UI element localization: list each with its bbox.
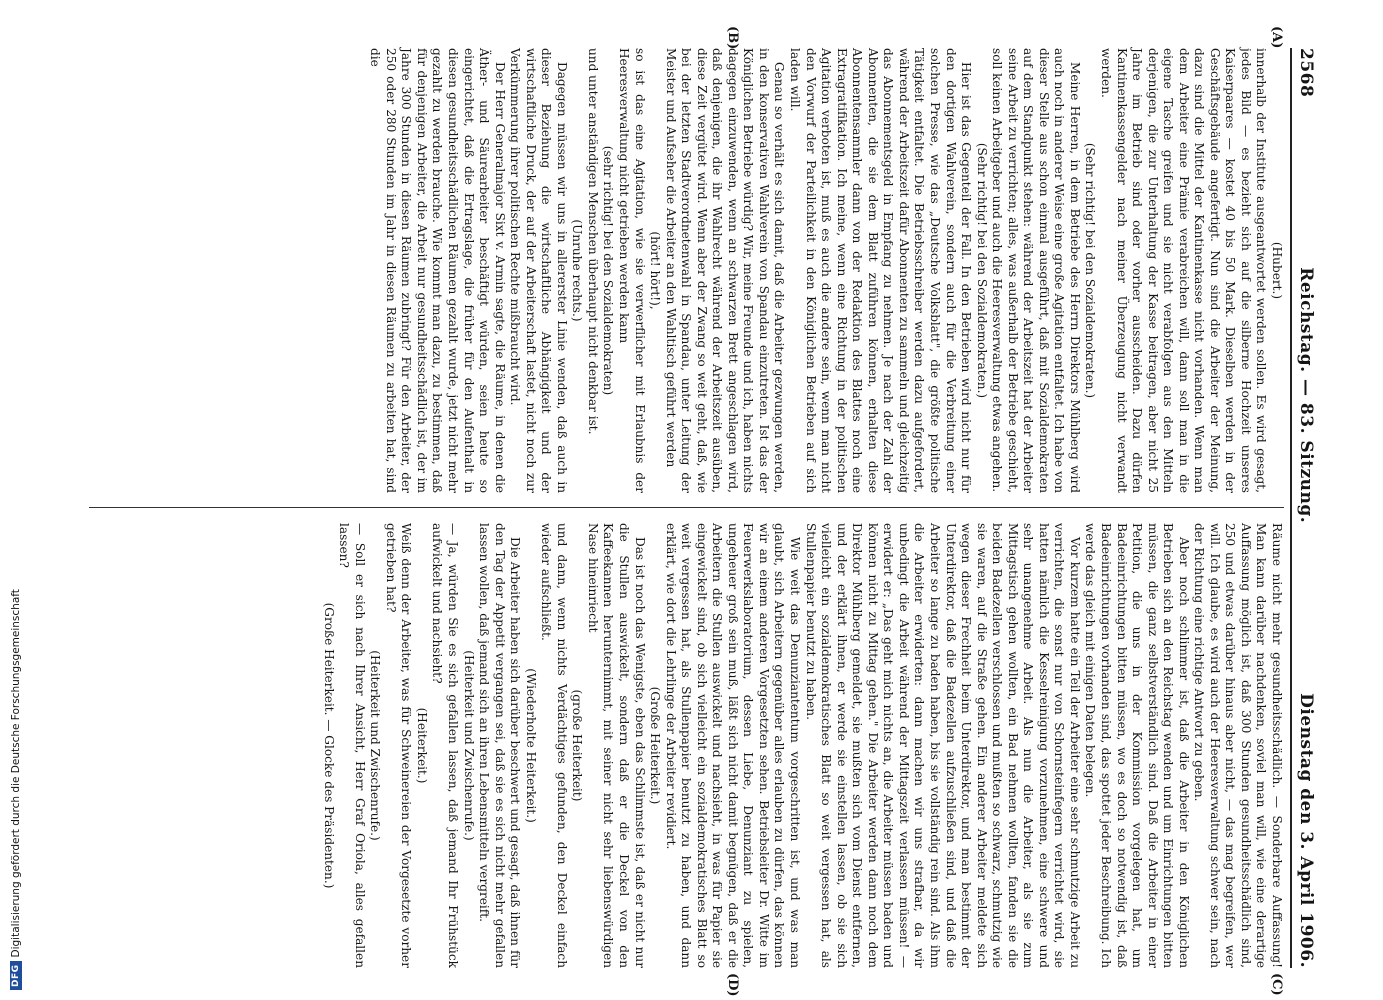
stage-direction: (Heiterkeit und Zwischenrufe.) <box>461 650 476 841</box>
speech-paragraph: Die Arbeiter haben sich darüber beschwert und gesagt, daß ihnen für den Tag der Appetit vergangen sei, daß sie es sich nicht mehr gefallen lassen wollen, daß jemand sich an ihren Lebensmitteln vergreift. <box>477 523 523 968</box>
dfg-logo: DFG <box>10 961 22 990</box>
stage-direction: (Unruhe rechts.) <box>570 219 585 322</box>
margin-marker-c: (C) <box>1269 973 1284 996</box>
right-column <box>320 523 1284 968</box>
page-number: 2568 <box>1296 48 1316 98</box>
header-rule <box>1290 48 1292 968</box>
speech-paragraph: Dagegen müssen wir uns in allererster Linie wenden, daß auch in dieser Beziehung die wirtschaftliche Abhängigkeit und der wirtschaftliche Druck, der auf der Arbeiterschaft lastet, nicht noch zur Verkümmerung ihrer politischen Rechte mißbraucht wird. <box>508 48 569 493</box>
stage-direction: (Heiterkeit und Zwischenrufe.) <box>368 650 383 841</box>
speech-paragraph: Der Herr Generalmajor Sixt v. Armin sagte, die Räume, in denen die Äther- und Säurearbeiter beschäftigt würden, seien heute so eingerichtet, daß die Ertragslage, die früher für den Aufenthalt in diesen gesundheitsschädlichen Räumen gezahlt wurde, jetzt nicht mehr gezahlt zu werden brauche. Wie kommt man dazu, zu bestimmen, daß für denjenigen Arbeiter, die Arbeit nur gesundheitsschädlich ist, der im Jahre 300 Stunden in diesen Räumen zubringt? Für den Arbeiter, der 250 oder 280 Stunden im Jahr in diesen Räumen zu arbeiten hat, sind die <box>368 48 507 493</box>
stage-direction: (Heiterkeit.) <box>414 707 429 784</box>
column-divider <box>89 507 1284 508</box>
stage-direction: (sehr richtig! bei den Sozialdemokraten) <box>601 145 616 396</box>
session-date: Dienstag den 3. April 1906. <box>1296 693 1316 968</box>
margin-marker-d: (D) <box>725 973 740 997</box>
margin-marker-a: (A) <box>1269 26 1284 49</box>
speech-paragraph: Wie weit das Denunziantentum vorgeschritten ist, und was man glaubt, sich Arbeitern gegenüber alles erlauben zu dürfen, das können wir an einem anderen Vorgesetzten sehen. Betriebsleiter Dr. Witte im Feuerwerkslaboratorium, dessen Liebe, Denunziant zu spielen, ungeheuer groß sein muß, läßt sich nicht damit begnügen, daß er die Arbeitern die Stullen auswickelt und nachsieht, in was für Papier sie eingewickelt sind, ob sich vielleicht ein sozialdemokratisches Blatt so weit vergessen hat, als Stullenpapier benutzt zu haben, und dann erklärt, wie dort die Lehrlinge der Arbeiter revidiert. <box>663 523 803 968</box>
stage-direction: (Sehr richtig! bei den Sozialdemokraten.) <box>974 142 989 399</box>
speech-paragraph: Das ist noch das Wenigste, eben das Schlimmste ist, daß er nicht nur die Stullen auswickelt, sondern daß er die Deckel von den Kaffeekannen herunternimmt, mit seiner nicht sehr liebenswürdigen Nase hineinriecht <box>585 523 647 968</box>
speech-paragraph: Meine Herren, in dem Betriebe des Herrn Direktors Mühlberg wird auch noch in anderer Weise eine große Agitation entfaltet. Ich habe von dieser Stelle aus schon einmal ausgeführt, daß mit Sozialdemokraten auf dem Standpunkt stehen: während der Arbeitszeit hat der Arbeiter seine Arbeit zu verrichten; alles, was außerhalb der Betriebe geschieht, soll keinen Arbeitgeber und auch die Heeresverwaltung etwas angehen. <box>990 48 1082 493</box>
speech-paragraph: und dann, wenn nichts Verdächtiges gefunden, den Deckel einfach wieder aufschließt. <box>539 523 569 968</box>
stage-direction: (Sehr richtig! bei den Sozialdemokraten.) <box>1083 142 1098 399</box>
speech-paragraph: Genau so verhält es sich damit, daß die Arbeiter gezwungen werden, in den konservativen Wahlverein von Spandau einzutreten. Ist das der Königlichen Betriebe würdig? Wir, meine Freunde und ich, haben nichts dagegen einzuwenden, wenn an schwarzen Brett angeschlagen wird, daß denjenigen, die ihr Wahlrecht während der Arbeitszeit ausüben, diese Zeit vergütet wird. Wenn aber der Zwang so weit geht, daß, wie bei der letzten Stadtverordnetenwahl in Spandau, unter Leitung der Meister und Aufseher die Arbeiter an den Wahltisch geführt werden <box>663 48 787 493</box>
margin-marker-b: (B) <box>725 26 740 50</box>
printed-page <box>68 26 1318 997</box>
stage-direction: (Hubert.) <box>1270 241 1284 300</box>
stage-direction: (Große Heiterkeit.) <box>648 686 663 805</box>
speech-paragraph: so ist das eine Agitation, wie sie verwerflicher mit Erlaubnis der Heeresverwaltung nicht getrieben werden kann <box>617 48 647 493</box>
digitization-notice-text: Digitalisierung gefördert durch die Deutsche Forschungsgemeinschaft <box>10 589 22 958</box>
stage-direction: (große Heiterkeit) <box>570 689 585 802</box>
session-title: Reichstag. — 83. Sitzung. <box>1296 267 1316 524</box>
page-header <box>1296 48 1318 968</box>
speech-paragraph: innerhalb der Institute ausgeantwortet werden sollen. Es wird gesagt, jedes Bild — es bezieht sich auf die silberne Hochzeit unseres Kaiserpaares — kostet 40 bis 50 Mark. Dieselben werden in der Geschäftsgebäude angefertigt. Nun sind die Arbeiter der Meinung, dazu sind die Mittel der Kantinenkasse nicht vorhanden. Wenn man dem Arbeiter eine Prämie verabreichen will, dann soll man in die eigene Tasche greifen und sie nicht verabfolgen aus den Mitteln derjenigen, die zur Unterhaltung der Kasse beitragen, aber nicht 25 Jahre im Betrieb sind oder vorher ausscheiden. Dazu dürfen Kantinenkassengelder nach meiner Überzeugung nicht verwandt werden. <box>1098 48 1269 493</box>
digitization-notice <box>10 589 22 990</box>
speech-paragraph: Räume nicht mehr gesundheitsschädlich. — Sonderbare Auffassung! Man kann darüber nachdenken, soviel man will, wie eine derartige Auffassung möglich ist, daß 300 Stunden gesundheitsschädlich sind, 250 und etwas darüber hinaus aber nicht, — das mag begreifen, wer will. Ich glaube, es wird auch der Heeresverwaltung schwer sein, nach der Richtung eine richtige Antwort zu geben. <box>1192 523 1284 968</box>
speech-paragraph: — Soll er sich nach Ihrer Ansicht, Herr Graf Oriola, alles gefallen lassen? <box>337 523 367 968</box>
stage-direction: (hört! hört!), <box>648 231 663 310</box>
speech-paragraph: und unter anständigen Menschen überhaupt nicht denkbar ist. <box>585 48 600 435</box>
speech-paragraph: Aber noch schlimmer ist, daß die Arbeiter in den Königlichen Betrieben sich an den Reichstag wenden und um Einrichtungen bitten müssen, die ganz selbstverständlich sind. Daß die Arbeiter in einer Petition, die uns in der Kommission vorgelegen hat, um Badeeinrichtungen bitten müssen, wo es doch so notwendig ist, daß Badeeinrichtungen vorhanden sind, das spottet jeder Beschreibung. Ich werde das gleich mit einigen Daten belegen. <box>1083 523 1191 968</box>
speech-paragraph: Vor kurzem hatte ein Teil der Arbeiter eine sehr schmutzige Arbeit zu verrichten, die sonst nur von Schornsteinfegern verrichtet wird, sie hatten nämlich die Kesselreinigung vorzunehmen, eine schwere und sehr unangenehme Arbeit. Als nun die Arbeiter, als sie zum Mittagstisch gehen wollten, ein Bad nehmen wollten, fanden sie die beiden Badezellen verschlossen und mußten so schwarz, schmutzig wie sie waren, auf die Straße gehen. Ein anderer Arbeiter meldete sich wegen dieser Frechheit beim Unterdirektor, und man bestimmt der Unterdirektor, daß die Badezellen aufzuschließen sind, und daß die Arbeiter so lange zu baden haben, bis sie vollständig rein sind. Als ihm die Arbeiter erwiderten: dann machen wir uns strafbar, da wir unbedingt die Arbeit während der Mittagszeit verlassen müssen! — erwidert er: „Das geht mich nichts an, die Arbeiter müssen baden und können nicht zu Mittag gehen." Die Arbeiter werden dann noch dem Direktor Mühlberg gemeldet, sie mußten sich vom Dienst entfernen, und der erklärt ihnen, er werde sie einstellen lassen, ob sie sich vielleicht ein sozialdemokratisches Blatt so weit vergessen hat, als Stullenpapier benutzt zu haben. <box>803 523 1082 968</box>
stage-direction: (Große Heiterkeit. — Glocke des Präsidenten.) <box>321 602 336 889</box>
left-column <box>367 48 1284 493</box>
stage-direction: (Wiederholte Heiterkeit.) <box>523 668 538 823</box>
speech-paragraph: Hier ist das Gegenteil der Fall. In den Betrieben wird nicht nur für den dortigen Wahlverein, sondern auch für die Verbreitung einer solchen Presse, wie das „Deutsche Volksblatt", die größte politische Tätigkeit entfaltet. Die Betriebsschreiber werden dazu aufgefordert, während der Arbeitszeit dafür Abonnenten zu sammeln und gleichzeitig das Abonnementsgeld in Empfang zu nehmen. Je nach der Zahl der Abonnenten, die sie dem Blatt zuführen können, erhalten diese Abonnentensammler dann von der Redaktion des Blattes noch eine Extragratifikation. Ich meine, wenn eine Richtung in der politischen Agitation verboten ist, muß es auch die andere sein, wenn man nicht den Vorwurf der Parteilichkeit in den Königlichen Betrieben auf sich laden will. <box>788 48 974 493</box>
speech-paragraph: — Ja, würden Sie es sich gefallen lassen, daß jemand Ihr Frühstück aufwickelt und nachsieht? <box>430 523 461 968</box>
speech-paragraph: Weiß denn der Arbeiter, was für Schweinereien der Vorgesetzte vorher getrieben hat? <box>383 523 414 968</box>
